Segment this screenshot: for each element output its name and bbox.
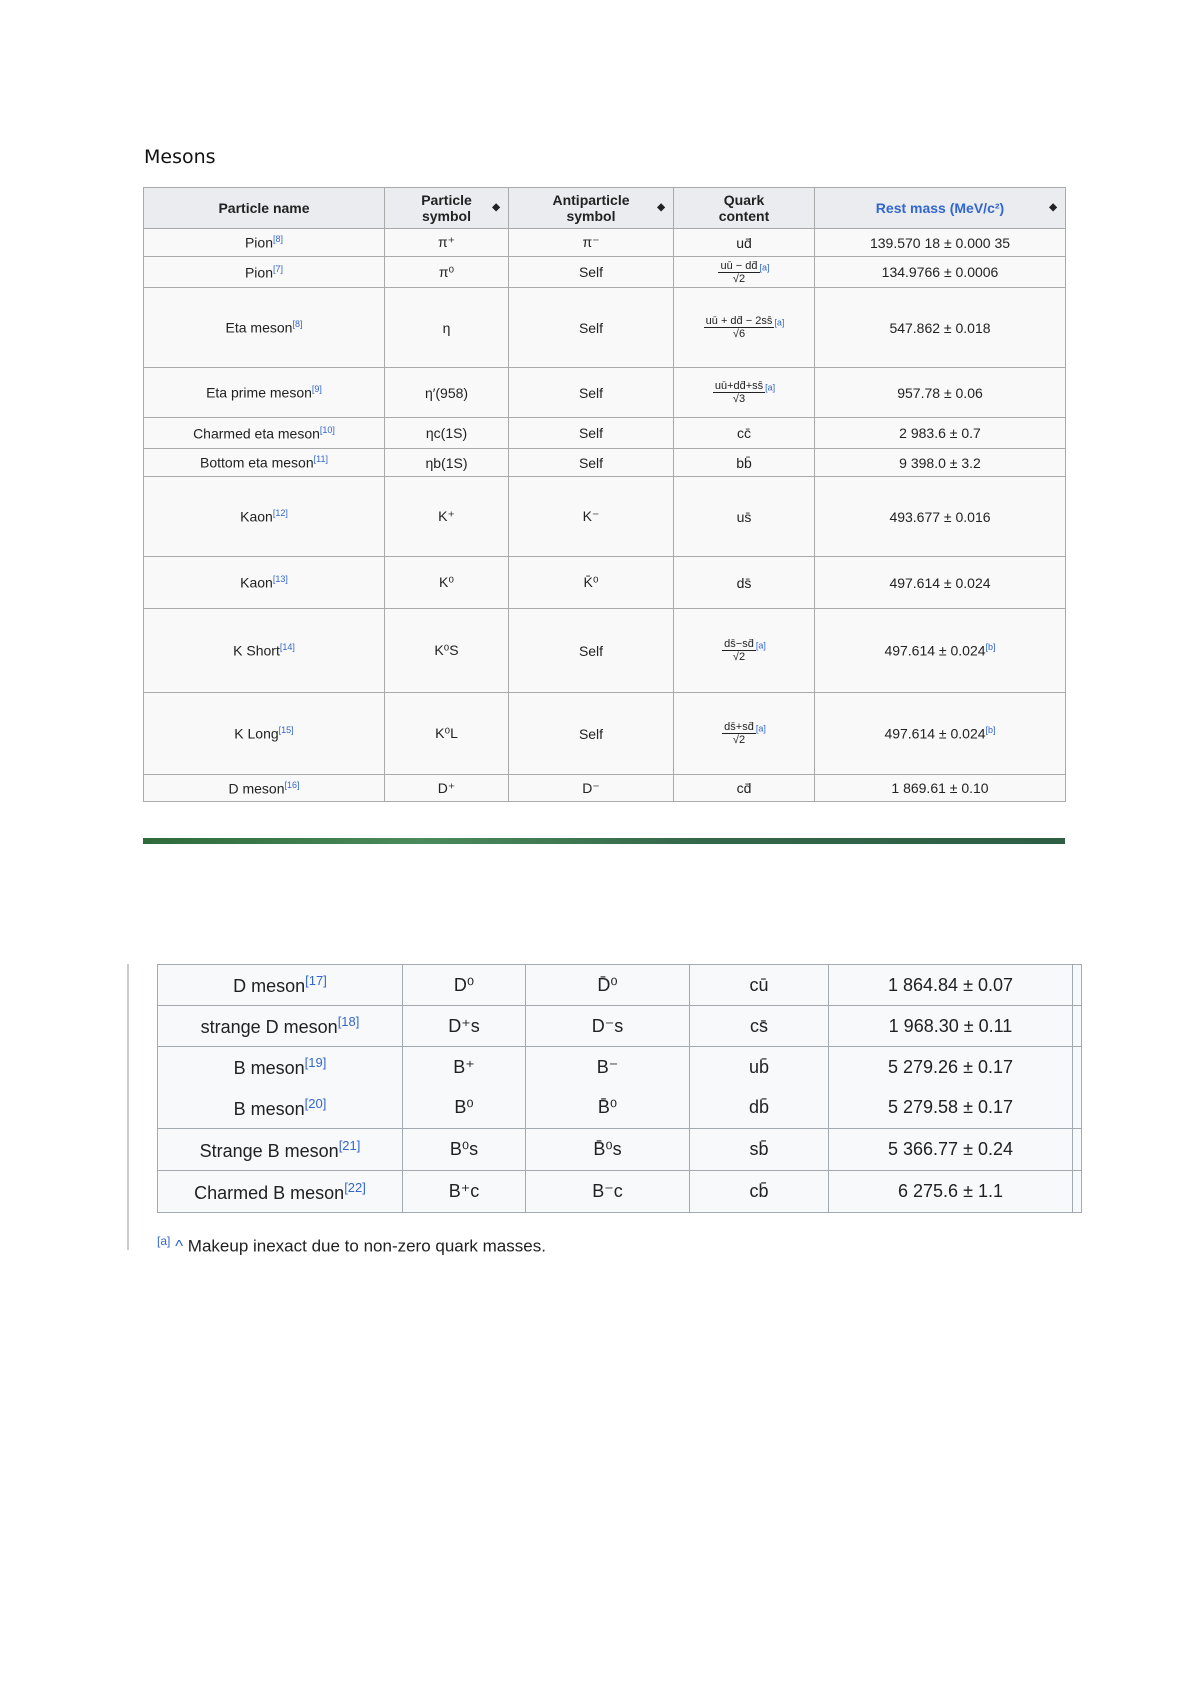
antiparticle-symbol[interactable]: D̄⁰ bbox=[526, 965, 690, 1006]
quark-content[interactable]: sb̄ bbox=[690, 1129, 829, 1171]
table-row bbox=[144, 557, 1066, 609]
table-row bbox=[144, 288, 1066, 368]
col-particle-name[interactable]: Particle name bbox=[144, 188, 385, 229]
rest-mass: 1 864.84 ± 0.07 bbox=[829, 965, 1073, 1006]
note-link[interactable]: [a] bbox=[765, 382, 776, 393]
table-row bbox=[144, 449, 1066, 477]
particle-symbol[interactable]: B⁺ bbox=[403, 1047, 526, 1088]
rest-mass: 497.614 ± 0.024 bbox=[815, 557, 1066, 609]
particle-name: D meson[17] bbox=[158, 965, 403, 1006]
table-row bbox=[158, 965, 1082, 1006]
quark-content: $\frac{uū + dd̄ - 2ss̄}{√6}$ [a] bbox=[674, 288, 815, 368]
quark-content[interactable]: cc̄ bbox=[674, 418, 815, 449]
particle-name: Kaon[13] bbox=[144, 557, 385, 609]
quark-content: $\frac{uū+dd̄+ss̄}{√3}$ [a] bbox=[674, 368, 815, 418]
rest-mass: 9 398.0 ± 3.2 bbox=[815, 449, 1066, 477]
left-border-rule bbox=[127, 964, 129, 1250]
particle-symbol[interactable]: B⁰ bbox=[403, 1088, 526, 1129]
citation-link[interactable]: [14] bbox=[279, 642, 295, 653]
table-row bbox=[158, 1088, 1082, 1129]
antiparticle-symbol[interactable]: K̄⁰ bbox=[509, 557, 674, 609]
antiparticle-symbol: Self bbox=[509, 418, 674, 449]
antiparticle-symbol: Self bbox=[509, 609, 674, 693]
citation-link[interactable]: [12] bbox=[272, 508, 288, 519]
quark-content[interactable]: us̄ bbox=[674, 477, 815, 557]
particle-symbol[interactable]: K⁰S bbox=[385, 609, 509, 693]
antiparticle-symbol: π⁻ bbox=[509, 229, 674, 257]
antiparticle-symbol[interactable]: B⁻c bbox=[526, 1171, 690, 1213]
cropped-cell bbox=[1073, 1006, 1082, 1047]
quark-content[interactable]: ds̄ bbox=[674, 557, 815, 609]
rest-mass: 957.78 ± 0.06 bbox=[815, 368, 1066, 418]
particle-name: Charmed eta meson[10] bbox=[144, 418, 385, 449]
rest-mass: 6 275.6 ± 1.1 bbox=[829, 1171, 1073, 1213]
citation-link[interactable]: [11] bbox=[313, 454, 328, 465]
quark-content: $\frac{ds̄+sd̄}{√2}$ [a] bbox=[674, 693, 815, 775]
page-title: Mesons bbox=[144, 146, 216, 168]
citation-link[interactable]: [8] bbox=[273, 234, 284, 245]
antiparticle-symbol[interactable]: B̄⁰s bbox=[526, 1129, 690, 1171]
rest-mass: 134.9766 ± 0.0006 bbox=[815, 257, 1066, 288]
note-link[interactable]: [a] bbox=[755, 640, 766, 651]
backlink-caret[interactable]: ^ bbox=[175, 1236, 184, 1256]
rest-mass: 547.862 ± 0.018 bbox=[815, 288, 1066, 368]
sort-icon[interactable]: ◆ bbox=[657, 202, 665, 213]
table-row bbox=[144, 368, 1066, 418]
particle-name: B meson[19] bbox=[158, 1047, 403, 1088]
note-link[interactable]: [a] bbox=[774, 317, 785, 328]
antiparticle-symbol[interactable]: B̄⁰ bbox=[526, 1088, 690, 1129]
sort-icon[interactable]: ◆ bbox=[492, 202, 500, 213]
antiparticle-symbol[interactable]: K⁻ bbox=[509, 477, 674, 557]
citation-link[interactable]: [16] bbox=[284, 779, 300, 790]
antiparticle-symbol[interactable]: D⁻ bbox=[509, 775, 674, 802]
particle-symbol[interactable]: π⁺ bbox=[385, 229, 509, 257]
table-row bbox=[144, 775, 1066, 802]
particle-name: K Short[14] bbox=[144, 609, 385, 693]
mesons-table-top bbox=[143, 187, 1066, 802]
quark-content[interactable]: cs̄ bbox=[690, 1006, 829, 1047]
col-quark-content[interactable]: Quark content bbox=[674, 188, 815, 229]
quark-content[interactable]: bb̄ bbox=[674, 449, 815, 477]
particle-symbol[interactable]: η′(958) bbox=[385, 368, 509, 418]
rest-mass: 1 869.61 ± 0.10 bbox=[815, 775, 1066, 802]
citation-link[interactable]: [20] bbox=[304, 1095, 327, 1111]
particle-symbol[interactable]: B⁰s bbox=[403, 1129, 526, 1171]
particle-name: Strange B meson[21] bbox=[158, 1129, 403, 1171]
particle-name: B meson[20] bbox=[158, 1088, 403, 1129]
particle-symbol[interactable]: K⁰L bbox=[385, 693, 509, 775]
citation-link[interactable]: [15] bbox=[278, 725, 294, 736]
header-row bbox=[144, 188, 1066, 229]
rest-mass: 2 983.6 ± 0.7 bbox=[815, 418, 1066, 449]
sort-icon[interactable]: ◆ bbox=[1049, 202, 1057, 213]
particle-symbol[interactable]: D⁰ bbox=[403, 965, 526, 1006]
col-particle-symbol[interactable]: Particle symbol ◆ bbox=[385, 188, 509, 229]
particle-symbol[interactable]: ηb(1S) bbox=[385, 449, 509, 477]
antiparticle-symbol: Self bbox=[509, 257, 674, 288]
table-row bbox=[144, 693, 1066, 775]
particle-symbol[interactable]: π⁰ bbox=[385, 257, 509, 288]
particle-symbol[interactable]: K⁰ bbox=[385, 557, 509, 609]
citation-link[interactable]: [10] bbox=[319, 424, 335, 435]
note-link[interactable]: [a] bbox=[759, 262, 770, 273]
quark-content[interactable]: cd̄ bbox=[674, 775, 815, 802]
citation-link[interactable]: [8] bbox=[292, 319, 303, 330]
cropped-cell bbox=[1073, 1088, 1082, 1129]
table-row bbox=[158, 1171, 1082, 1213]
citation-link[interactable]: [18] bbox=[337, 1014, 360, 1029]
antiparticle-symbol: Self bbox=[509, 368, 674, 418]
table-row bbox=[144, 418, 1066, 449]
particle-name: D meson[16] bbox=[144, 775, 385, 802]
citation-link[interactable]: [9] bbox=[311, 384, 322, 395]
table-row bbox=[144, 477, 1066, 557]
footnote-text: Makeup inexact due to non-zero quark masses. bbox=[187, 1236, 546, 1256]
quark-content[interactable]: db̄ bbox=[690, 1088, 829, 1129]
citation-link[interactable]: [7] bbox=[273, 263, 284, 274]
particle-name: Pion[8] bbox=[144, 229, 385, 257]
antiparticle-symbol: Self bbox=[509, 693, 674, 775]
table-row bbox=[144, 257, 1066, 288]
rest-mass: 139.570 18 ± 0.000 35 bbox=[815, 229, 1066, 257]
table-row bbox=[158, 1047, 1082, 1088]
citation-link[interactable]: [22] bbox=[344, 1179, 366, 1195]
particle-symbol[interactable]: D⁺ bbox=[385, 775, 509, 802]
particle-symbol[interactable]: η bbox=[385, 288, 509, 368]
particle-name: strange D meson[18] bbox=[158, 1006, 403, 1047]
quark-content[interactable]: ud̄ bbox=[674, 229, 815, 257]
footnote bbox=[157, 1234, 546, 1257]
cropped-cell bbox=[1073, 1129, 1082, 1171]
antiparticle-symbol: Self bbox=[509, 449, 674, 477]
particle-name: Eta meson[8] bbox=[144, 288, 385, 368]
rest-mass: 5 279.26 ± 0.17 bbox=[829, 1047, 1073, 1088]
particle-name: Eta prime meson[9] bbox=[144, 368, 385, 418]
antiparticle-symbol[interactable]: D⁻s bbox=[526, 1006, 690, 1047]
citation-link[interactable]: [17] bbox=[305, 973, 327, 988]
quark-content: $\frac{uū - dd̄}{√2}$ [a] bbox=[674, 257, 815, 288]
particle-name: Bottom eta meson[11] bbox=[144, 449, 385, 477]
note-link[interactable]: [b] bbox=[985, 642, 996, 653]
rest-mass: 493.677 ± 0.016 bbox=[815, 477, 1066, 557]
citation-link[interactable]: [21] bbox=[338, 1137, 361, 1153]
particle-symbol[interactable]: ηc(1S) bbox=[385, 418, 509, 449]
rest-mass: 497.614 ± 0.024[b] bbox=[815, 693, 1066, 775]
particle-name: Kaon[12] bbox=[144, 477, 385, 557]
particle-name: Charmed B meson[22] bbox=[158, 1171, 403, 1213]
antiparticle-symbol: Self bbox=[509, 288, 674, 368]
quark-content[interactable]: ub̄ bbox=[690, 1047, 829, 1088]
particle-symbol[interactable]: K⁺ bbox=[385, 477, 509, 557]
rest-mass: 5 279.58 ± 0.17 bbox=[829, 1088, 1073, 1129]
citation-link[interactable]: [13] bbox=[272, 574, 288, 585]
particle-name: K Long[15] bbox=[144, 693, 385, 775]
table-row bbox=[158, 1129, 1082, 1171]
table-row bbox=[144, 229, 1066, 257]
antiparticle-symbol[interactable]: B⁻ bbox=[526, 1047, 690, 1088]
col-antiparticle-symbol[interactable]: Antiparticle symbol ◆ bbox=[509, 188, 674, 229]
particle-symbol[interactable]: B⁺c bbox=[403, 1171, 526, 1213]
cropped-cell bbox=[1073, 1047, 1082, 1088]
table-row bbox=[158, 1006, 1082, 1047]
quark-content[interactable]: cb̄ bbox=[690, 1171, 829, 1213]
note-link[interactable]: [a] bbox=[755, 723, 766, 734]
col-rest-mass[interactable]: Rest mass (MeV/c²) ◆ bbox=[815, 188, 1066, 229]
particle-symbol[interactable]: D⁺s bbox=[403, 1006, 526, 1047]
cropped-cell bbox=[1073, 1171, 1082, 1213]
quark-content[interactable]: cū bbox=[690, 965, 829, 1006]
quark-content: $\frac{ds̄-sd̄}{√2}$ [a] bbox=[674, 609, 815, 693]
cropped-cell bbox=[1073, 965, 1082, 1006]
rest-mass: 497.614 ± 0.024[b] bbox=[815, 609, 1066, 693]
particle-name: Pion[7] bbox=[144, 257, 385, 288]
cropped-edge-strip bbox=[143, 838, 1065, 844]
table-row bbox=[144, 609, 1066, 693]
rest-mass: 1 968.30 ± 0.11 bbox=[829, 1006, 1073, 1047]
mesons-table-continued bbox=[157, 964, 1082, 1213]
rest-mass: 5 366.77 ± 0.24 bbox=[829, 1129, 1073, 1171]
citation-link[interactable]: [19] bbox=[304, 1055, 327, 1071]
note-link[interactable]: [b] bbox=[985, 725, 996, 736]
footnote-label: [a] bbox=[157, 1234, 171, 1248]
